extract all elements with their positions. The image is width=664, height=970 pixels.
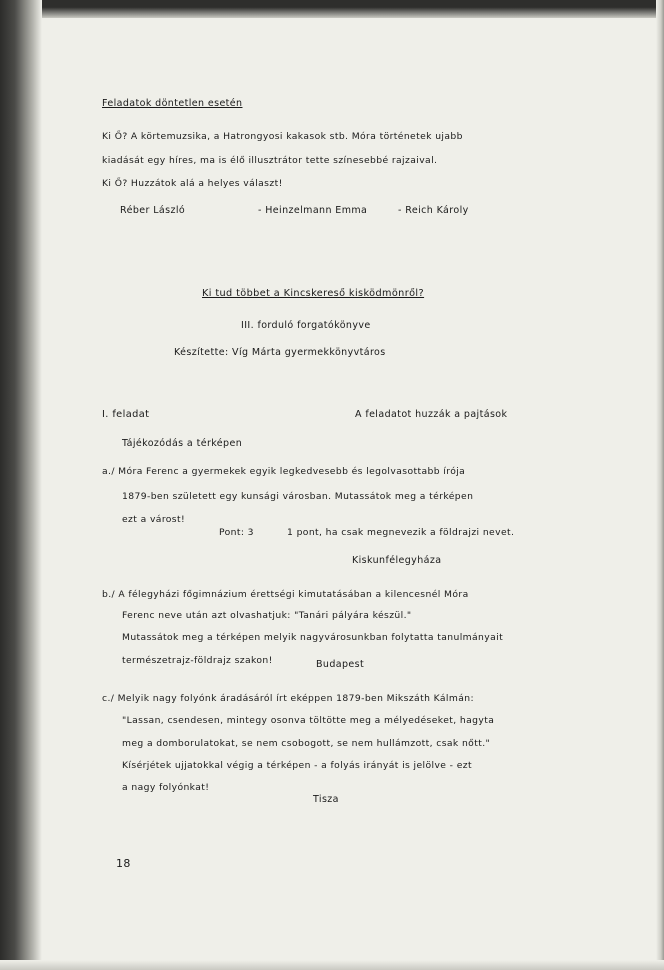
question-a-line-2: 1879-ben született egy kunsági városban. Mutassátok meg a térképen bbox=[122, 491, 474, 502]
right-edge bbox=[656, 0, 664, 970]
section-line-2: kiadását egy híres, ma is élő illusztrátor tette színesebbé rajzaival. bbox=[102, 155, 438, 166]
option-1: Réber László bbox=[120, 205, 186, 216]
document-subtitle: III. forduló forgatókönyve bbox=[241, 320, 371, 331]
question-c-line-3: meg a domborulatokat, se nem csobogott, se nem hullámzott, csak nőtt." bbox=[122, 738, 491, 749]
question-b-line-3: Mutassátok meg a térképen melyik nagyvárosunkban folytatta tanulmányait bbox=[122, 632, 504, 643]
question-a-line-3: ezt a várost! bbox=[122, 514, 186, 525]
binding-edge bbox=[0, 0, 42, 970]
question-b-answer: Budapest bbox=[316, 659, 365, 670]
task-note: A feladatot huzzák a pajtások bbox=[355, 409, 508, 420]
top-shadow bbox=[0, 0, 664, 18]
question-c-answer: Tisza bbox=[313, 794, 339, 805]
task-number: I. feladat bbox=[102, 409, 150, 420]
question-c-line-4: Kísérjétek ujjatokkal végig a térképen - a folyás irányát is jelölve - ezt bbox=[122, 760, 472, 771]
question-a-points-note: 1 pont, ha csak megnevezik a földrajzi nevet. bbox=[287, 527, 515, 538]
question-b-line-4: természetrajz-földrajz szakon! bbox=[122, 655, 273, 666]
question-a-points: Pont: 3 bbox=[219, 527, 254, 538]
question-c-line-2: "Lassan, csendesen, mintegy osonva töltötte meg a mélyedéseket, hagyta bbox=[122, 715, 495, 726]
question-a-answer: Kiskunfélegyháza bbox=[352, 555, 442, 566]
question-c-line-1: c./ Melyik nagy folyónk áradásáról írt eképpen 1879-ben Mikszáth Kálmán: bbox=[102, 693, 474, 704]
task-topic: Tájékozódás a térképen bbox=[122, 438, 243, 449]
option-2: - Heinzelmann Emma bbox=[258, 205, 368, 216]
section-line-1: Ki Ő? A körtemuzsika, a Hatrongyosi kakasok stb. Móra történetek ujabb bbox=[102, 131, 463, 142]
question-b-line-1: b./ A félegyházi főgimnázium érettségi kimutatásában a kilencesnél Móra bbox=[102, 589, 469, 600]
question-a-line-1: a./ Móra Ferenc a gyermekek egyik legkedvesebb és legolvasottabb írója bbox=[102, 466, 466, 477]
document-author: Készítette: Víg Márta gyermekkönyvtáros bbox=[174, 347, 386, 358]
bottom-edge bbox=[0, 960, 664, 970]
question-c-line-5: a nagy folyónkat! bbox=[122, 782, 210, 793]
document-title: Ki tud többet a Kincskereső kisködmönről? bbox=[202, 288, 425, 299]
option-3: - Reich Károly bbox=[398, 205, 469, 216]
page-number: 18 bbox=[116, 857, 131, 870]
section-line-3: Ki Ő? Huzzátok alá a helyes választ! bbox=[102, 178, 283, 189]
question-b-line-2: Ferenc neve után azt olvashatjuk: "Tanári pályára készül." bbox=[122, 610, 412, 621]
section-heading: Feladatok döntetlen esetén bbox=[102, 98, 243, 109]
